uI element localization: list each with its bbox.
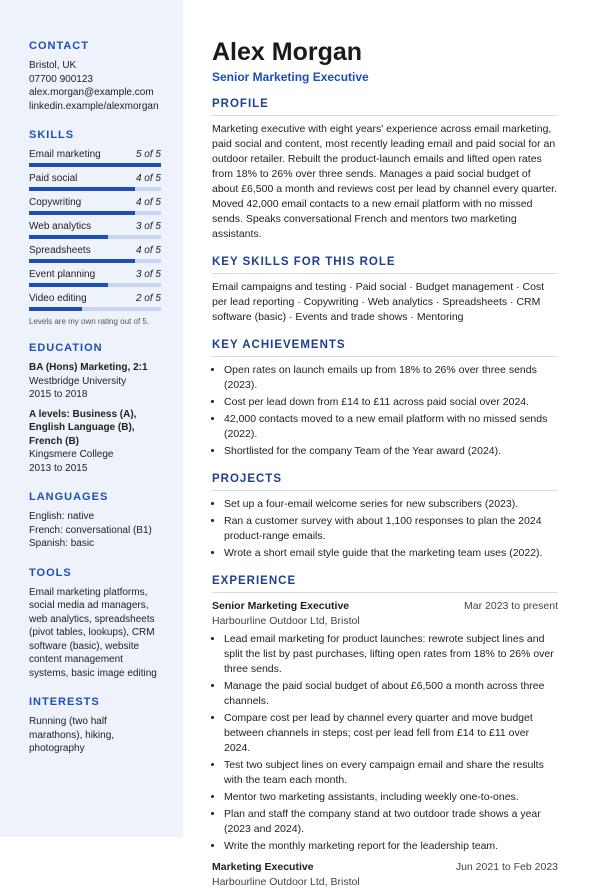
languages-section xyxy=(29,491,161,551)
skill-level: 4 of 5 xyxy=(135,197,161,208)
projects-list xyxy=(212,497,558,561)
experience-role: Senior Marketing Executive xyxy=(212,600,350,612)
skill-label: Event planning xyxy=(29,269,96,280)
sidebar xyxy=(0,0,183,837)
list-item: • Compare cost per lead by channel every quarter and move budget between channels in steps; cost per lead fell from £14 to £11 over 2024. xyxy=(224,711,558,756)
skill-bar xyxy=(29,187,161,191)
skill-bar-fill xyxy=(29,163,161,167)
skill-item xyxy=(29,268,161,287)
skills-list xyxy=(29,148,161,311)
skill-bar-fill xyxy=(29,211,135,215)
languages-heading: LANGUAGES xyxy=(29,491,109,503)
tools-heading: TOOLS xyxy=(29,566,72,579)
skill-label: Video editing xyxy=(29,293,87,304)
list-item: • Lead email marketing for product launches: rewrote subject lines and split the list by past purchases, lifting open rates from 18% to 26% over three sends. xyxy=(224,632,558,677)
list-item: • Mentor two marketing assistants, including weekly one-to-ones. xyxy=(224,790,558,805)
experience-dates: Mar 2023 to present xyxy=(464,600,558,612)
skill-label: Paid social xyxy=(29,173,78,184)
list-item: • Write the monthly marketing report for the leadership team. xyxy=(224,839,558,854)
education-school: Kingsmere College xyxy=(29,449,114,460)
language-item: English: native xyxy=(29,511,95,522)
list-item: • Cost per lead down from £14 to £11 across paid social over 2024. xyxy=(224,395,558,410)
experience-dates: Jun 2021 to Feb 2023 xyxy=(455,861,558,873)
skill-bar xyxy=(29,163,161,167)
experience-company: Harbourline Outdoor Ltd, Bristol xyxy=(212,615,360,627)
skill-bar xyxy=(29,235,161,239)
skill-level: 5 of 5 xyxy=(135,149,161,160)
education-entry xyxy=(29,408,161,476)
list-item: • Ran a customer survey with about 1,100 responses to plan the 2024 product-range emails. xyxy=(224,514,558,544)
skill-label: Web analytics xyxy=(29,221,92,232)
experience-bullets xyxy=(212,632,558,854)
profile-text: Marketing executive with eight years' experience across email marketing, paid social and content, most recently leading email and paid social for an outdoor retailer. Rebuilt the product-launch emails and lifted open rates from 18% to 26% over three sends. Manages a paid social budget of about £6,500 a month and reviews cost per lead by channel every quarter. Moved 42,000 email contacts to a new email platform with no missed sends. Speaks conversational French and mentors two marketing assistants. xyxy=(212,123,557,240)
skill-item xyxy=(29,196,161,215)
list-item: • Open rates on launch emails up from 18% to 26% over three sends (2023). xyxy=(224,363,558,393)
list-item: • Set up a four-email welcome series for new subscribers (2023). xyxy=(224,497,558,512)
contact-heading: CONTACT xyxy=(29,40,89,52)
contact-linkedin[interactable]: linkedin.example/alexmorgan xyxy=(29,100,159,112)
interests-heading: INTERESTS xyxy=(29,696,100,708)
skill-bar-fill xyxy=(29,235,108,239)
list-item: • 42,000 contacts moved to a new email platform with no missed sends (2022). xyxy=(224,412,558,442)
skill-bar xyxy=(29,211,161,215)
skill-label: Copywriting xyxy=(29,197,82,208)
list-item: • Plan and staff the company stand at two outdoor trade shows a year (2023 and 2024). xyxy=(224,807,558,837)
skill-item xyxy=(29,220,161,239)
education-title: A levels: Business (A), English Language (B), French (B) xyxy=(29,408,137,447)
skills-heading: SKILLS xyxy=(29,129,75,141)
list-item: • Test two subject lines on every campaign email and share the results with the team each month. xyxy=(224,758,558,788)
contact-phone: 07700 900123 xyxy=(29,73,93,85)
skill-bar xyxy=(29,283,161,287)
skill-level: 3 of 5 xyxy=(135,221,161,232)
skill-bar xyxy=(29,307,161,311)
contact-email[interactable]: alex.morgan@example.com xyxy=(29,87,154,98)
candidate-title: Senior Marketing Executive xyxy=(212,70,369,84)
skill-label: Email marketing xyxy=(29,149,101,160)
skill-item xyxy=(29,172,161,191)
skill-bar-fill xyxy=(29,283,108,287)
list-item: • Wrote a short email style guide that the marketing team uses (2022). xyxy=(224,546,558,561)
experience-role: Marketing Executive xyxy=(212,861,314,873)
skill-bar-fill xyxy=(29,187,135,191)
education-title: BA (Hons) Marketing, 2:1 xyxy=(29,362,148,373)
experience-heading: EXPERIENCE xyxy=(212,575,558,593)
profile-heading: PROFILE xyxy=(212,98,558,116)
skill-bar xyxy=(29,259,161,263)
experience-entry xyxy=(212,860,558,890)
education-entry xyxy=(29,361,161,402)
education-years: 2015 to 2018 xyxy=(29,389,88,400)
education-years: 2013 to 2015 xyxy=(29,462,88,474)
tools-text: Email marketing platforms, social media ad managers, web analytics, spreadsheets (pivot tables, lookups), CRM software (basic), website content management systems, basic image editing xyxy=(29,586,157,679)
language-item: French: conversational (B1) xyxy=(29,524,152,536)
experience-company: Harbourline Outdoor Ltd, Bristol xyxy=(212,876,360,888)
skill-level: 4 of 5 xyxy=(135,245,161,256)
experience-entry xyxy=(212,599,558,854)
contact-location: Bristol, UK xyxy=(29,60,77,71)
key-skills-text: Email campaigns and testing · Paid social · Budget management · Cost per lead reporting · Copywriting · Web analytics · Spreadsheets · CRM software (basic) · Events and trade shows · Mentoring xyxy=(212,281,545,323)
skill-level: 3 of 5 xyxy=(135,269,161,280)
skill-bar-fill xyxy=(29,307,82,311)
education-section xyxy=(29,342,161,475)
list-item: • Shortlisted for the company Team of the Year award (2024). xyxy=(224,444,558,459)
contact-section xyxy=(29,40,161,113)
skill-level: 4 of 5 xyxy=(135,173,161,184)
skill-level: 2 of 5 xyxy=(135,293,161,304)
achievements-list xyxy=(212,363,558,459)
key-skills-heading: KEY SKILLS FOR THIS ROLE xyxy=(212,256,558,274)
education-school: Westbridge University xyxy=(29,375,127,387)
interests-section xyxy=(29,696,161,756)
skill-label: Spreadsheets xyxy=(29,245,91,256)
education-heading: EDUCATION xyxy=(29,342,103,354)
candidate-name: Alex Morgan xyxy=(212,38,363,66)
skill-bar-fill xyxy=(29,259,135,263)
interests-text: Running (two half marathons), hiking, photography xyxy=(29,716,115,754)
achievements-heading: KEY ACHIEVEMENTS xyxy=(212,339,558,357)
skill-item xyxy=(29,292,161,311)
language-item: Spanish: basic xyxy=(29,538,95,549)
projects-heading: PROJECTS xyxy=(212,473,558,491)
list-item: • Manage the paid social budget of about £6,500 a month across three channels. xyxy=(224,679,558,709)
tools-section xyxy=(29,567,161,681)
skills-section xyxy=(29,129,161,326)
skill-item xyxy=(29,244,161,263)
main-content xyxy=(212,38,558,896)
skill-item xyxy=(29,148,161,167)
skills-note: Levels are my own rating out of 5. xyxy=(29,317,150,326)
